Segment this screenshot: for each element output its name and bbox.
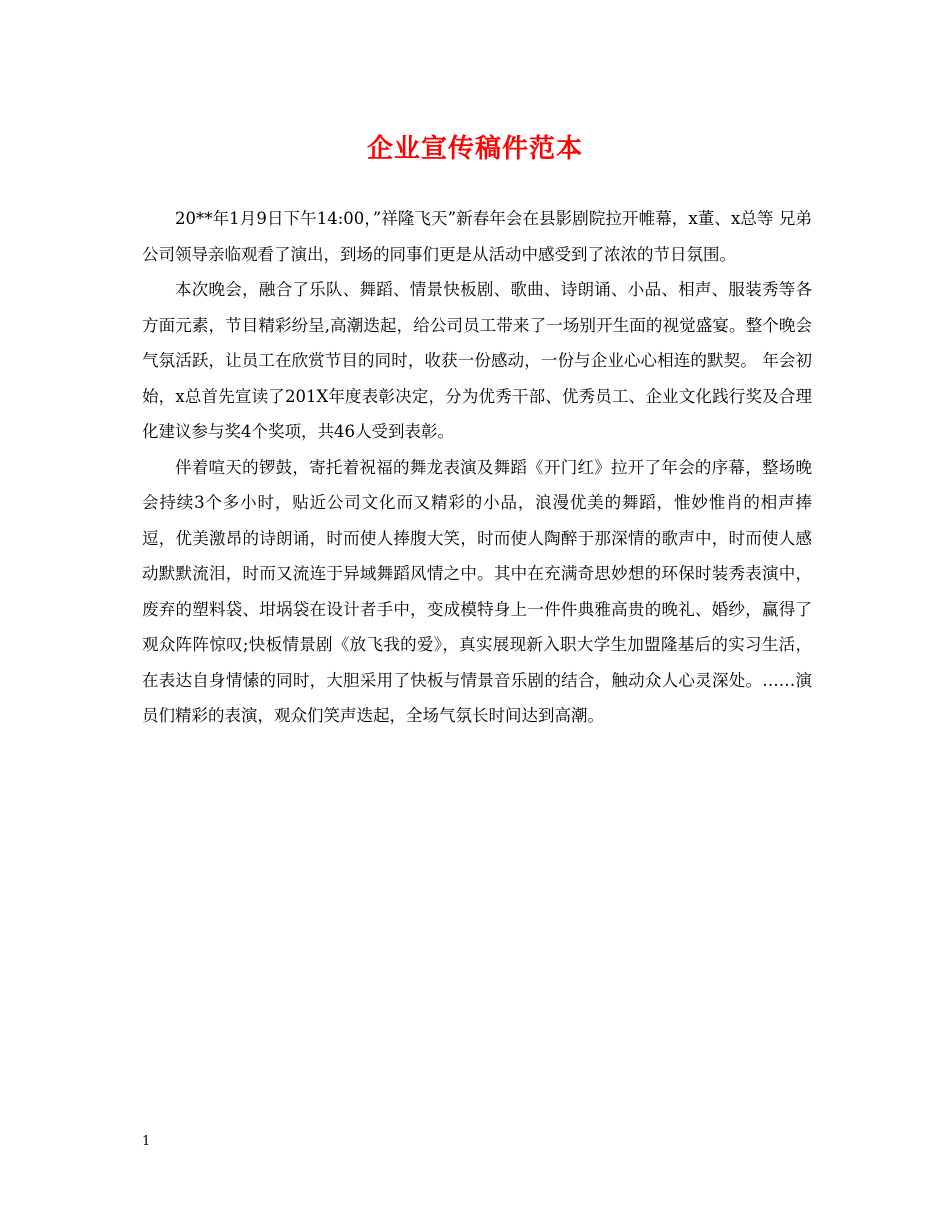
paragraph: 20**年1月9日下午14:00，”祥隆飞天”新春年会在县影剧院拉开帷幕，x董、x总等 兄弟公司领导亲临观看了演出，到场的同事们更是从活动中感受到了浓浓的节日氛围。 [142,209,812,264]
page-number: 1 [142,1134,151,1149]
document-title: 企业宣传稿件范本 [366,134,583,164]
paragraph: 本次晚会，融合了乐队、舞蹈、情景快板剧、歌曲、诗朗诵、小品、相声、服装秀等各方面元素，节目精彩纷呈,高潮迭起，给公司员工带来了一场别开生面的视觉盛宴。整个晚会气氛活跃，让员工在欣赏节目的同时，收获一份感动，一份与企业心心相连的默契。 年会初始，x总首先宣读了201X年度表彰决定，分为优秀干部、优秀员工、企业文化践行奖及合理化建议参与奖4个奖项，共46人受到表彰。 [142,280,812,441]
paragraph: 伴着喧天的锣鼓，寄托着祝福的舞龙表演及舞蹈《开门红》拉开了年会的序幕，整场晚会持续3个多小时，贴近公司文化而又精彩的小品，浪漫优美的舞蹈，惟妙惟肖的相声捧逗，优美激昂的诗朗诵，时而使人捧腹大笑，时而使人陶醉于那深情的歌声中，时而使人感动默默流泪，时而又流连于异域舞蹈风情之中。其中在充满奇思妙想的环保时装秀表演中，废弃的塑料袋、坩埚袋在设计者手中，变成模特身上一件件典雅高贵的晚礼、婚纱，赢得了观众阵阵惊叹;快板情景剧《放飞我的爱》，真实展现新入职大学生加盟隆基后的实习生活，在表达自身情愫的同时，大胆采用了快板与情景音乐剧的结合，触动众人心灵深处。……演员们精彩的表演，观众们笑声迭起，全场气氛长时间达到高潮。 [142,457,812,725]
document-body [142,201,812,734]
